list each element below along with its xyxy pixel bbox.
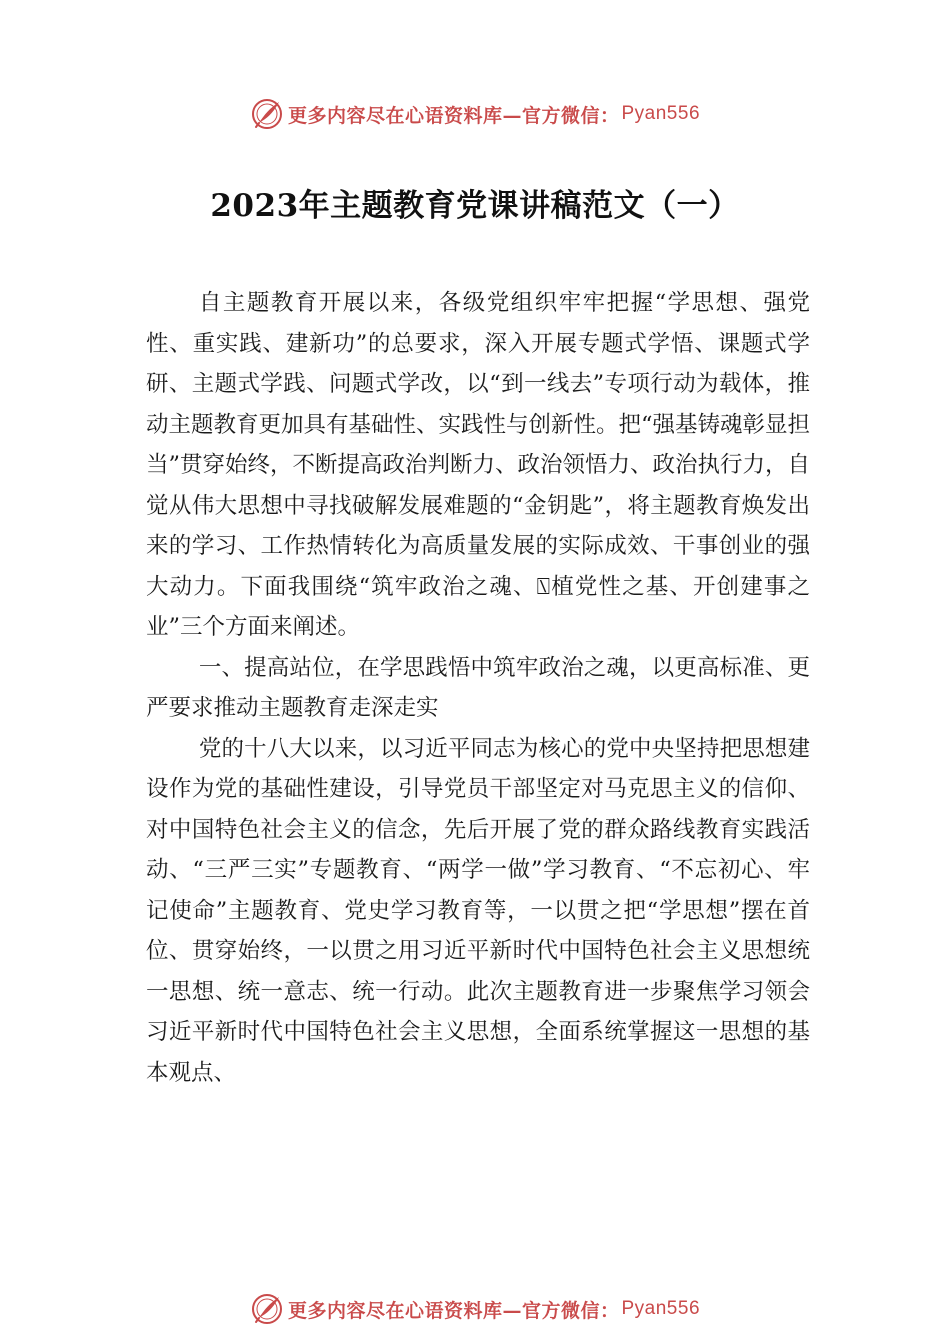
body-paragraph: 自主题教育开展以来，各级党组织牢牢把握“学思想、强党性、重实践、建新功”的总要求，深入开展专题式学悟、课题式学研、主题式学践、问题式学改，以“到一线去”专项行动为载体，推动主题教育更加具有基础性、实践性与创新性。把“强基铸魂彰显担当”贯穿始终，不断提高政治判断力、政治领悟力、政治执行力，自觉从伟大思想中寻找破解发展难题的“金钥匙”，将主题教育焕发出来的学习、工作热情转化为高质量发展的实际成效、干事创业的强大动力。下面我围绕“筑牢政治之魂、⍂植党性之基、开创建事之业”三个方面来阐述。 bbox=[146, 290, 811, 640]
quill-seal-icon bbox=[250, 97, 284, 131]
footer-watermark bbox=[0, 1289, 950, 1329]
watermark-account: Pyan556 bbox=[621, 103, 701, 124]
watermark-account: Pyan556 bbox=[621, 1298, 701, 1319]
page-title: 2023年主题教育党课讲稿范文（一） bbox=[210, 188, 740, 224]
watermark-text: 更多内容尽在心语资料库—官方微信： bbox=[287, 1299, 620, 1322]
body-paragraph: 党的十八大以来，以习近平同志为核心的党中央坚持把思想建设作为党的基础性建设，引导党员干部坚定对马克思主义的信仰、对中国特色社会主义的信念，先后开展了党的群众路线教育实践活动、“三严三实”专题教育、“两学一做”学习教育、“不忘初心、牢记使命”主题教育、党史学习教育等，一以贯之把“学思想”摆在首位、贯穿始终，一以贯之用习近平新时代中国特色社会主义思想统一思想、统一意志、统一行动。此次主题教育进一步聚焦学习领会习近平新时代中国特色社会主义思想，全面系统掌握这一思想的基本观点、 bbox=[146, 735, 810, 1086]
watermark-text: 更多内容尽在心语资料库—官方微信： bbox=[287, 104, 620, 127]
header-watermark bbox=[0, 94, 950, 134]
quill-seal-icon bbox=[250, 1292, 284, 1326]
section-heading: 一、提高站位，在学思践悟中筑牢政治之魂，以更高标准、更严要求推动主题教育走深走实 bbox=[146, 654, 810, 721]
document-body bbox=[146, 283, 810, 1093]
